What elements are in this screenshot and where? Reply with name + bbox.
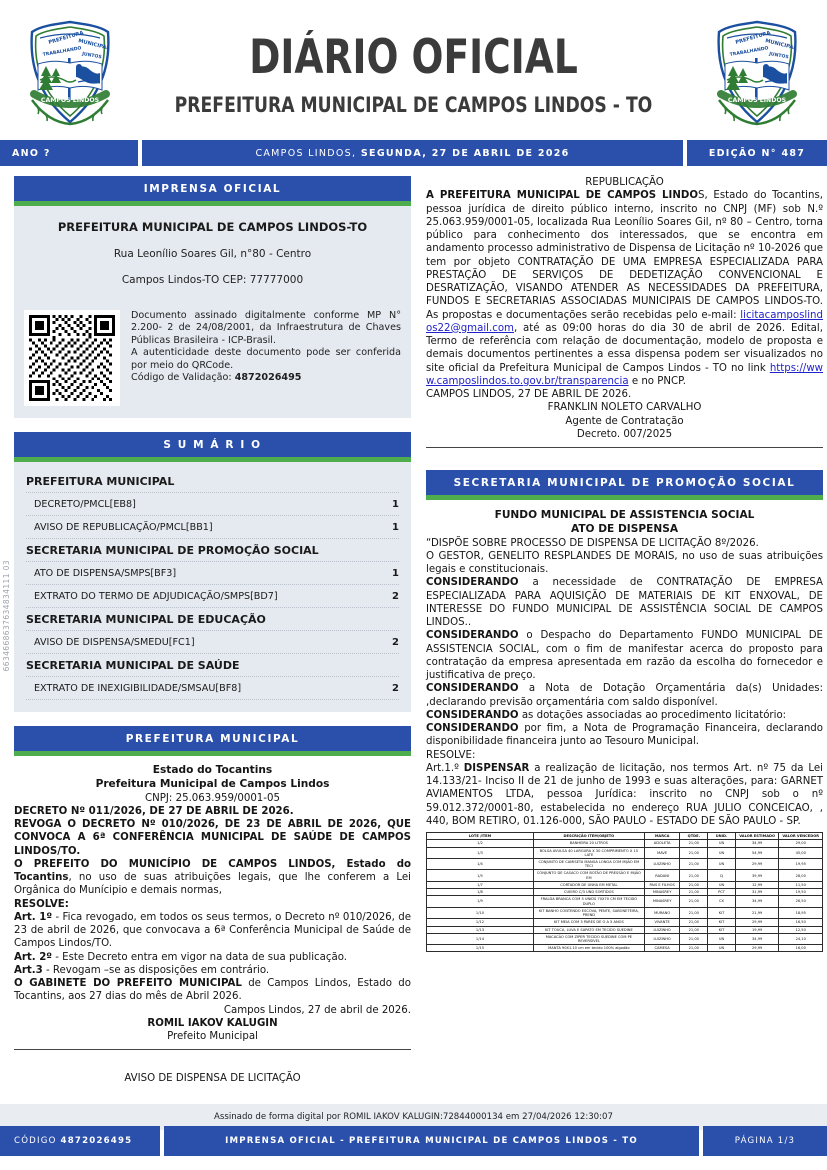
imprensa-cep: Campos Lindos-TO CEP: 77777000 [121, 274, 304, 286]
cell-desc: CUEIRO C/3 UND SORTIDOS [533, 889, 644, 896]
table-body [427, 840, 823, 952]
left-column [14, 176, 411, 1086]
cell-qtde: 21,00 [680, 907, 708, 918]
cell-desc: MACACÃO COM ZIPER TECIDO SUEDINE COM PE REVERSIVEL [533, 933, 644, 944]
cell-marca: MINASREY [644, 889, 680, 896]
th-lote: LOTE /ITEM [427, 833, 534, 840]
section-divider [14, 1049, 411, 1050]
prefeito-rest: , no uso de suas atribuições legais, que lhe conferem a Lei Orgânica do Munícipio e demais normas, [14, 872, 411, 897]
svg-text:TRABALHANDO: TRABALHANDO [729, 46, 769, 58]
cell-marca: MINASREY [644, 896, 680, 907]
document-side-code: 6634668637634834111 03 [2, 560, 11, 672]
cell-valor-vencedor: 12,50 [779, 926, 823, 933]
cell-valor-estimado: 29,99 [735, 945, 779, 952]
cell-lote: 1/4 [427, 858, 534, 869]
sumario-entry-page: 1 [392, 499, 399, 510]
sumario-entry-page: 1 [392, 522, 399, 533]
cell-lote: 1/7 [427, 881, 534, 888]
decreto-art3 [14, 964, 411, 977]
fundo-title-1: FUNDO MUNICIPAL DE ASSISTENCIA SOCIAL [494, 509, 755, 521]
decreto-revoga: REVOGA O DECRETO Nº 010/2026, DE 23 DE ABRIL DE 2026, QUE CONVOCA A 6ª CONFERÊNCIA MUNICIPAL DE SAÚDE DE CAMPOS LINDOS/TO. [14, 819, 411, 857]
art1-label: Art. 1º [14, 911, 53, 923]
sumario-entry-label: DECRETO/PMCL[EB8] [34, 499, 136, 510]
imprensa-address: Rua Leonílio Soares Gil, n°80 - Centro [113, 248, 312, 260]
cell-unid: UN [708, 847, 736, 858]
cell-valor-estimado: 29,99 [735, 858, 779, 869]
cell-marca: VIVANTE [644, 919, 680, 926]
sumario-entry[interactable] [26, 585, 399, 608]
republicacao-text-2: , até as 09:00 horas do dia 30 de abril de 2026. Edital, Termo de referência com relação de documentação, modelo de proposta e demais documentos pertinentes a essa dispensa podem ser visualizados no site oficial da Prefeitura Municipal de Campos Lindos - TO no link [426, 322, 823, 374]
signature-auth-text: A autenticidade deste documento pode ser conferida por meio do QRCode. [131, 347, 401, 371]
gestor-line: O GESTOR, GENELITO RESPLANDES DE MORAIS, no uso de suas atribuições legais e constitucionais. [426, 550, 823, 576]
table-row [427, 840, 823, 847]
sumario-entry-label: ATO DE DISPENSA/SMPS[BF3] [34, 568, 177, 579]
imprensa-panel [14, 206, 411, 300]
cell-valor-estimado: 12,99 [735, 881, 779, 888]
page-footer [0, 1126, 827, 1156]
art1-text: - Fica revogado, em todos os seus termos, o Decreto nº 010/2026, de 23 de abril de 2026, que convocava a 6ª Conferência Municipal de Saúde de Campos Lindos/TO. [14, 911, 411, 950]
sumario-entry-page: 2 [392, 637, 399, 648]
considerando-2-text: o Despacho do Departamento FUNDO MUNICIPAL DE ASSISTENCIA SOCIAL, com o fim de manifestar acerca do proposto para contratação da empresa apresentada em razão da escolha do fornecedor e justificativa de preço. [426, 630, 823, 682]
cell-valor-estimado: 39,99 [735, 870, 779, 881]
table-row [427, 896, 823, 907]
cell-valor-estimado: 29,99 [735, 919, 779, 926]
section-divider-right [426, 447, 823, 448]
cell-unid: UN [708, 933, 736, 944]
cell-unid: CJ [708, 870, 736, 881]
sumario-entry-page: 2 [392, 683, 399, 694]
table-row [427, 945, 823, 952]
cell-qtde: 21,00 [680, 858, 708, 869]
sumario-entry[interactable] [26, 631, 399, 654]
cell-marca: PAIS E FILHOS [644, 881, 680, 888]
republicacao-city-date: CAMPOS LINDOS, 27 DE ABRIL DE 2026. [426, 389, 632, 400]
svg-text:TRABALHANDO: TRABALHANDO [42, 46, 82, 58]
decreto-signer-role: Prefeito Municipal [167, 1031, 258, 1043]
republicacao-text-3: e no PNCP. [628, 375, 686, 387]
cell-marca: CAMESA [644, 945, 680, 952]
cell-unid: UN [708, 881, 736, 888]
digital-signature-block [14, 300, 411, 418]
cell-qtde: 21,00 [680, 840, 708, 847]
coat-of-arms-right-icon [705, 18, 809, 128]
sumario-section [14, 432, 411, 712]
cell-qtde: 21,00 [680, 881, 708, 888]
republicacao-text: S, Estado do Tocantins, pessoa jurídica de direito público interno, inscrito no CNPJ (MF) sob N.º 25.063.959/0001-05, localizada Rua Leonílio Soares Gil, nº 80 – Centro, torna público para conhecimento dos interessados, que se encontra em andamento processo administrativo de Dispensa de Licitação nº 10-2026 que tem por objeto CONTRATAÇÃO DE UMA EMPRESA ESPECIALIZADA PARA PRESTAÇÃO DE SERVIÇOS DE DEDETIZAÇÃO CONVENCIONAL E DESRATIZAÇÃO, VISANDO ATENDER AS NECESSIDADES DA PREFEITURA, FUNDOS E SECRETARIAS ASSOCIADAS MUNICIPAIS DE CAMPOS LINDOS-TO. As propostas e documentações serão recebidas pelo e-mail: [426, 190, 823, 321]
th-marca: MARCA [644, 833, 680, 840]
cell-lote: 1/12 [427, 919, 534, 926]
footer-page-number: PÁGINA 1/3 [703, 1126, 827, 1156]
table-row [427, 926, 823, 933]
th-valor-estimado: VALOR ESTIMADO [735, 833, 779, 840]
signature-mp-text: Documento assinado digitalmente conforme MP N° 2.200- 2 de 24/08/2001, da Infraestrutura de Chaves Públicas Brasileira - ICP-Brasil. [131, 310, 401, 346]
ato-resolve: RESOLVE: [426, 749, 476, 761]
imprensa-entity: PREFEITURA MUNICIPAL DE CAMPOS LINDOS-TO [57, 220, 368, 234]
cell-qtde: 21,00 [680, 926, 708, 933]
section-header-sumario: S U M Á R I O [14, 432, 411, 457]
considerando-3-text: a Nota de Dotação Orçamentária da(s) Unidades: ,declarando previsão orçamentária com saldo disponível. [426, 683, 823, 708]
cell-desc: CONJUNTO DE CAMISETA MANGA LONGA COM MIJÃO EM TECI [533, 858, 644, 869]
republicacao-agent: FRANKLIN NOLETO CARVALHO [547, 402, 702, 414]
sumario-entry[interactable] [26, 562, 399, 585]
aviso-dispensa-title: AVISO DE DISPENSA DE LICITAÇÃO [124, 1073, 301, 1085]
promocao-social-section [426, 470, 823, 500]
considerando-1-text: a necessidade de CONTRATAÇÃO DE EMPRESA ESPECIALIZADA PARA AQUISIÇÃO DE MATERIAIS DE KIT ENXOVAL, DE INTERESSE DO FUNDO MUNICIPAL DE ASSISTÊNCIA SOCIAL DE CAMPOS LINDOS.. [426, 577, 823, 629]
gabinete-label: O GABINETE DO PREFEITO MUNICIPAL [14, 978, 242, 990]
qr-code-icon[interactable] [24, 310, 120, 406]
ato-art1-text: a realização de licitação, nos termos Art. nº 75 da Lei 14.133/21- Inciso II de 21 de junho de 1993 e suas alterações, para: GARNET AVIAMENTOS LTDA, pessoa Jurídica: inscrito no CNPJ sob o nº 59.012.372/0001-80, estabelecida no endereço RUA JULIO CONCEICAO, , 440, BOM RETIRO, 01.126-000, SÃO PAULO - ESTADO DE SÃO PAULO - SP. [426, 762, 823, 827]
cell-lote: 1/2 [427, 840, 534, 847]
items-table [426, 832, 823, 952]
considerando-5-text: por fim, a Nota de Programação Financeira, declarando disponibilidade financeira junto ao Tesouro Municipal. [426, 723, 823, 748]
cell-marca: LUIZINHO [644, 858, 680, 869]
cell-unid: UN [708, 858, 736, 869]
sumario-group-title: PREFEITURA MUNICIPAL [26, 470, 399, 493]
sumario-entry[interactable] [26, 677, 399, 700]
decreto-head-city: Prefeitura Municipal de Campos Lindos [95, 777, 330, 790]
sumario-group-title: SECRETARIA MUNICIPAL DE SAÚDE [26, 654, 399, 677]
cell-desc: FRALDA BRANCA COM 5 UNIDS 70X70 CM EM TECIDO DUPLO [533, 896, 644, 907]
table-row [427, 858, 823, 869]
svg-text:CAMPOS LINDOS: CAMPOS LINDOS [727, 97, 787, 104]
cell-desc: KIT TOUCA, LUVA E SAPATO EM TECIDO SUEDINE [533, 926, 644, 933]
decreto-body [14, 764, 411, 1086]
section-header-promocao-social: SECRETARIA MUNICIPAL DE PROMOÇÃO SOCIAL [426, 470, 823, 495]
considerando-4-label: CONSIDERANDO [426, 709, 519, 721]
decreto-gabinete [14, 977, 411, 1004]
considerando-5 [426, 722, 823, 749]
cell-valor-vencedor: 26,50 [779, 896, 823, 907]
cell-lote: 1/8 [427, 889, 534, 896]
considerando-1 [426, 576, 823, 629]
cell-valor-vencedor: 16,00 [779, 945, 823, 952]
cell-unid: KIT [708, 926, 736, 933]
table-row [427, 933, 823, 944]
cell-lote: 1/15 [427, 945, 534, 952]
cell-unid: UN [708, 945, 736, 952]
art3-text: - Revogam –se as disposições em contrário. [42, 964, 270, 976]
table-row [427, 889, 823, 896]
cell-lote: 1/5 [427, 870, 534, 881]
cell-lote: 1/14 [427, 933, 534, 944]
date-bar [0, 140, 827, 166]
table-row [427, 881, 823, 888]
issue-date [142, 140, 683, 166]
cell-lote: 1/10 [427, 907, 534, 918]
cell-unid: PCT [708, 889, 736, 896]
cell-valor-estimado: 31,99 [735, 889, 779, 896]
republicacao-title: REPUBLICAÇÃO [585, 177, 664, 188]
republicacao-agent-role: Agente de Contratação [565, 415, 684, 427]
cell-valor-estimado: 34,99 [735, 840, 779, 847]
republicacao-body [426, 176, 823, 448]
cell-valor-vencedor: 28,00 [779, 870, 823, 881]
dispoe-line: “DISPÕE SOBRE PROCESSO DE DISPENSA DE LICITAÇÃO 8º/2026. [426, 537, 759, 549]
sumario-entry-label: EXTRATO DO TERMO DE ADJUDICAÇÃO/SMPS[BD7] [34, 591, 278, 602]
sumario-entry-page: 2 [392, 591, 399, 602]
content-columns [0, 176, 827, 1086]
cell-marca: ADOLETA [644, 840, 680, 847]
validation-label: Código de Validação: [131, 372, 235, 384]
section-header-prefeitura: PREFEITURA MUNICIPAL [14, 726, 411, 751]
cell-valor-estimado: 34,99 [735, 933, 779, 944]
prefeito-bold-1: O PREFEITO DO MUNICÍPIO DE CAMPOS LINDOS, Estado do [14, 858, 411, 870]
considerando-4-text: as dotações associadas ao procedimento licitatório: [518, 709, 787, 721]
prefeitura-section [14, 726, 411, 756]
cell-marca: MAVE [644, 847, 680, 858]
th-desc: DESCRIÇÃO ITEM/OBJETO [533, 833, 644, 840]
cell-valor-vencedor: 11,50 [779, 881, 823, 888]
ato-art1-label: DISPENSAR [463, 762, 530, 774]
ato-art1-prefix: Art.1.º [426, 762, 464, 774]
decreto-prefeito-paragraph [14, 858, 411, 898]
footer-code-label: CÓDIGO [14, 1136, 57, 1146]
cell-valor-vencedor: 24,10 [779, 933, 823, 944]
decreto-signer: ROMIL IAKOV KALUGIN [147, 1017, 278, 1029]
sumario-entry-label: AVISO DE DISPENSA/SMEDU[FC1] [34, 637, 195, 648]
coat-of-arms-left-icon [18, 18, 122, 128]
sumario-entry-label: EXTRATO DE INEXIGIBILIDADE/SMSAU[BF8] [34, 683, 242, 694]
cell-desc: MANTA 90X1.10 cm em tecido 100% algodão [533, 945, 644, 952]
cell-desc: KIT BANHO CONTENDO ESCOVA, PENTE, SABONETEIRA, PREND [533, 907, 644, 918]
digital-signature-strip: Assinado de forma digital por ROMIL IAKOV KALUGIN:72844000134 em 27/04/2026 12:30:07 [0, 1104, 827, 1130]
page-subtitle: PREFEITURA MUNICIPAL DE CAMPOS LINDOS - TO [174, 92, 653, 117]
considerando-4 [426, 709, 823, 722]
svg-text:PREFEITURA: PREFEITURA [734, 30, 772, 46]
republicacao-agent-decreto: Decreto. 007/2025 [576, 428, 673, 440]
cell-qtde: 21,00 [680, 870, 708, 881]
cell-valor-vencedor: 16,50 [779, 919, 823, 926]
transparencia-link[interactable]: https://www.camposlindos.to.gov.br/transparencia [426, 362, 823, 387]
gabinete-text: de Campos Lindos, Estado do Tocantins, aos 27 dias do mês de Abril 2026. [14, 978, 411, 1003]
considerando-5-label: CONSIDERANDO [426, 723, 519, 735]
decreto-head-state: Estado do Tocantins [152, 764, 273, 776]
cell-valor-vencedor: 19,50 [779, 889, 823, 896]
sumario-entry[interactable] [26, 493, 399, 516]
ato-art1 [426, 762, 823, 828]
republicacao-paragraph [426, 189, 823, 388]
cell-unid: KIT [708, 907, 736, 918]
cell-desc: BANHEIRA 20 LITROS [533, 840, 644, 847]
cell-desc: BOLSA AVULSA 40 LARGURA X 30 COMPRIMENTO X 15 LATE [533, 847, 644, 858]
decreto-art2 [14, 951, 411, 964]
cell-valor-estimado: 19,99 [735, 926, 779, 933]
cell-desc: CONJUNTO DE CASACO COM BOTÃO DE PRESSÃO E MIJÃO EM [533, 870, 644, 881]
th-valor-vencedor: VALOR VENCEDOR [779, 833, 823, 840]
art2-text: - Este Decreto entra em vigor na data de sua publicação. [52, 951, 348, 963]
considerando-3 [426, 682, 823, 709]
cell-qtde: 21,00 [680, 889, 708, 896]
year-badge: ANO ? [0, 140, 138, 166]
table-row [427, 907, 823, 918]
footer-code [0, 1126, 160, 1156]
cell-marca: LUIZINHO [644, 933, 680, 944]
footer-center-text: IMPRENSA OFICIAL - PREFEITURA MUNICIPAL DE CAMPOS LINDOS - TO [164, 1126, 699, 1156]
sumario-entry-page: 1 [392, 568, 399, 579]
cell-desc: CORTADOR DE UNHA EM METAL [533, 881, 644, 888]
th-qtde: QTDE. [680, 833, 708, 840]
svg-text:CAMPOS LINDOS: CAMPOS LINDOS [40, 97, 100, 104]
masthead [0, 0, 827, 134]
email-link[interactable]: licitacamposlindos22@gmail.com [426, 309, 823, 334]
table-row [427, 919, 823, 926]
republicacao-bold-lead: A PREFEITURA MUNICIPAL DE CAMPOS LINDO [426, 190, 698, 202]
sumario-entry-label: AVISO DE REPUBLICAÇÃO/PMCL[BB1] [34, 522, 213, 533]
fundo-title-2: ATO DE DISPENSA [570, 522, 679, 535]
cell-marca: MURANO [644, 907, 680, 918]
sumario-group-title: SECRETARIA MUNICIPAL DE EDUCAÇÃO [26, 608, 399, 631]
cell-lote: 1/13 [427, 926, 534, 933]
svg-text:MUNICIPAL: MUNICIPAL [77, 38, 111, 52]
decreto-art1 [14, 911, 411, 951]
cell-unid: KIT [708, 919, 736, 926]
svg-text:JUNTOS: JUNTOS [768, 52, 789, 61]
considerando-3-label: CONSIDERANDO [426, 683, 519, 695]
signature-text [131, 310, 401, 385]
table-header-row [427, 833, 823, 840]
decreto-number: DECRETO Nº 011/2026, DE 27 DE ABRIL DE 2026. [14, 805, 294, 817]
prefeitura-accent-bar [14, 751, 411, 756]
cell-unid: CX [708, 896, 736, 907]
cell-qtde: 21,00 [680, 896, 708, 907]
table-row [427, 870, 823, 881]
svg-text:PREFEITURA: PREFEITURA [47, 30, 85, 46]
cell-qtde: 21,00 [680, 945, 708, 952]
right-column [426, 176, 823, 952]
validation-code: 4872026495 [234, 372, 302, 384]
cell-qtde: 21,00 [680, 919, 708, 926]
issue-city: CAMPOS LINDOS, [255, 147, 357, 159]
cell-valor-estimado: 34,99 [735, 896, 779, 907]
cell-lote: 1/9 [427, 896, 534, 907]
cell-qtde: 21,00 [680, 933, 708, 944]
promocao-accent-bar [426, 495, 823, 500]
edition-badge: EDIÇÃO N° 487 [687, 140, 827, 166]
cell-valor-estimado: 21,99 [735, 907, 779, 918]
cell-marca: RADANI [644, 870, 680, 881]
svg-text:MUNICIPAL: MUNICIPAL [764, 38, 798, 52]
prefeito-bold-2: Tocantins [14, 872, 69, 884]
cell-valor-vencedor: 19,95 [779, 858, 823, 869]
issue-date-text: SEGUNDA, 27 DE ABRIL DE 2026 [360, 147, 570, 159]
cell-qtde: 21,00 [680, 847, 708, 858]
cell-valor-vencedor: 29,00 [779, 840, 823, 847]
section-header-imprensa: IMPRENSA OFICIAL [14, 176, 411, 201]
cell-valor-vencedor: 18,95 [779, 907, 823, 918]
cell-desc: KIT MEIA COM 3 PARES DE O A 5 ANOS [533, 919, 644, 926]
footer-code-value: 4872026495 [60, 1136, 133, 1146]
art2-label: Art. 2º [14, 951, 53, 963]
th-unid: UNID. [708, 833, 736, 840]
page-title: DIÁRIO OFICIAL [249, 29, 578, 85]
table-row [427, 847, 823, 858]
svg-text:JUNTOS: JUNTOS [81, 52, 102, 61]
art3-label: Art.3 [14, 964, 43, 976]
sumario-entry[interactable] [26, 516, 399, 539]
ato-dispensa-body [426, 509, 823, 828]
decreto-resolve: RESOLVE: [14, 898, 69, 910]
considerando-1-label: CONSIDERANDO [426, 577, 519, 589]
decreto-place-date: Campos Lindos, 27 de abril de 2026. [223, 1004, 411, 1016]
cell-valor-vencedor: 45,00 [779, 847, 823, 858]
sumario-group-title: SECRETARIA MUNICIPAL DE PROMOÇÃO SOCIAL [26, 539, 399, 562]
sumario-list [14, 462, 411, 712]
cell-lote: 1/3 [427, 847, 534, 858]
cell-marca: LUIZINHO [644, 926, 680, 933]
considerando-2 [426, 629, 823, 682]
cell-valor-estimado: 54,99 [735, 847, 779, 858]
masthead-center [122, 30, 705, 117]
considerando-2-label: CONSIDERANDO [426, 630, 519, 642]
decreto-head-cnpj: CNPJ: 25.063.959/0001-05 [145, 792, 280, 804]
cell-unid: UN [708, 840, 736, 847]
